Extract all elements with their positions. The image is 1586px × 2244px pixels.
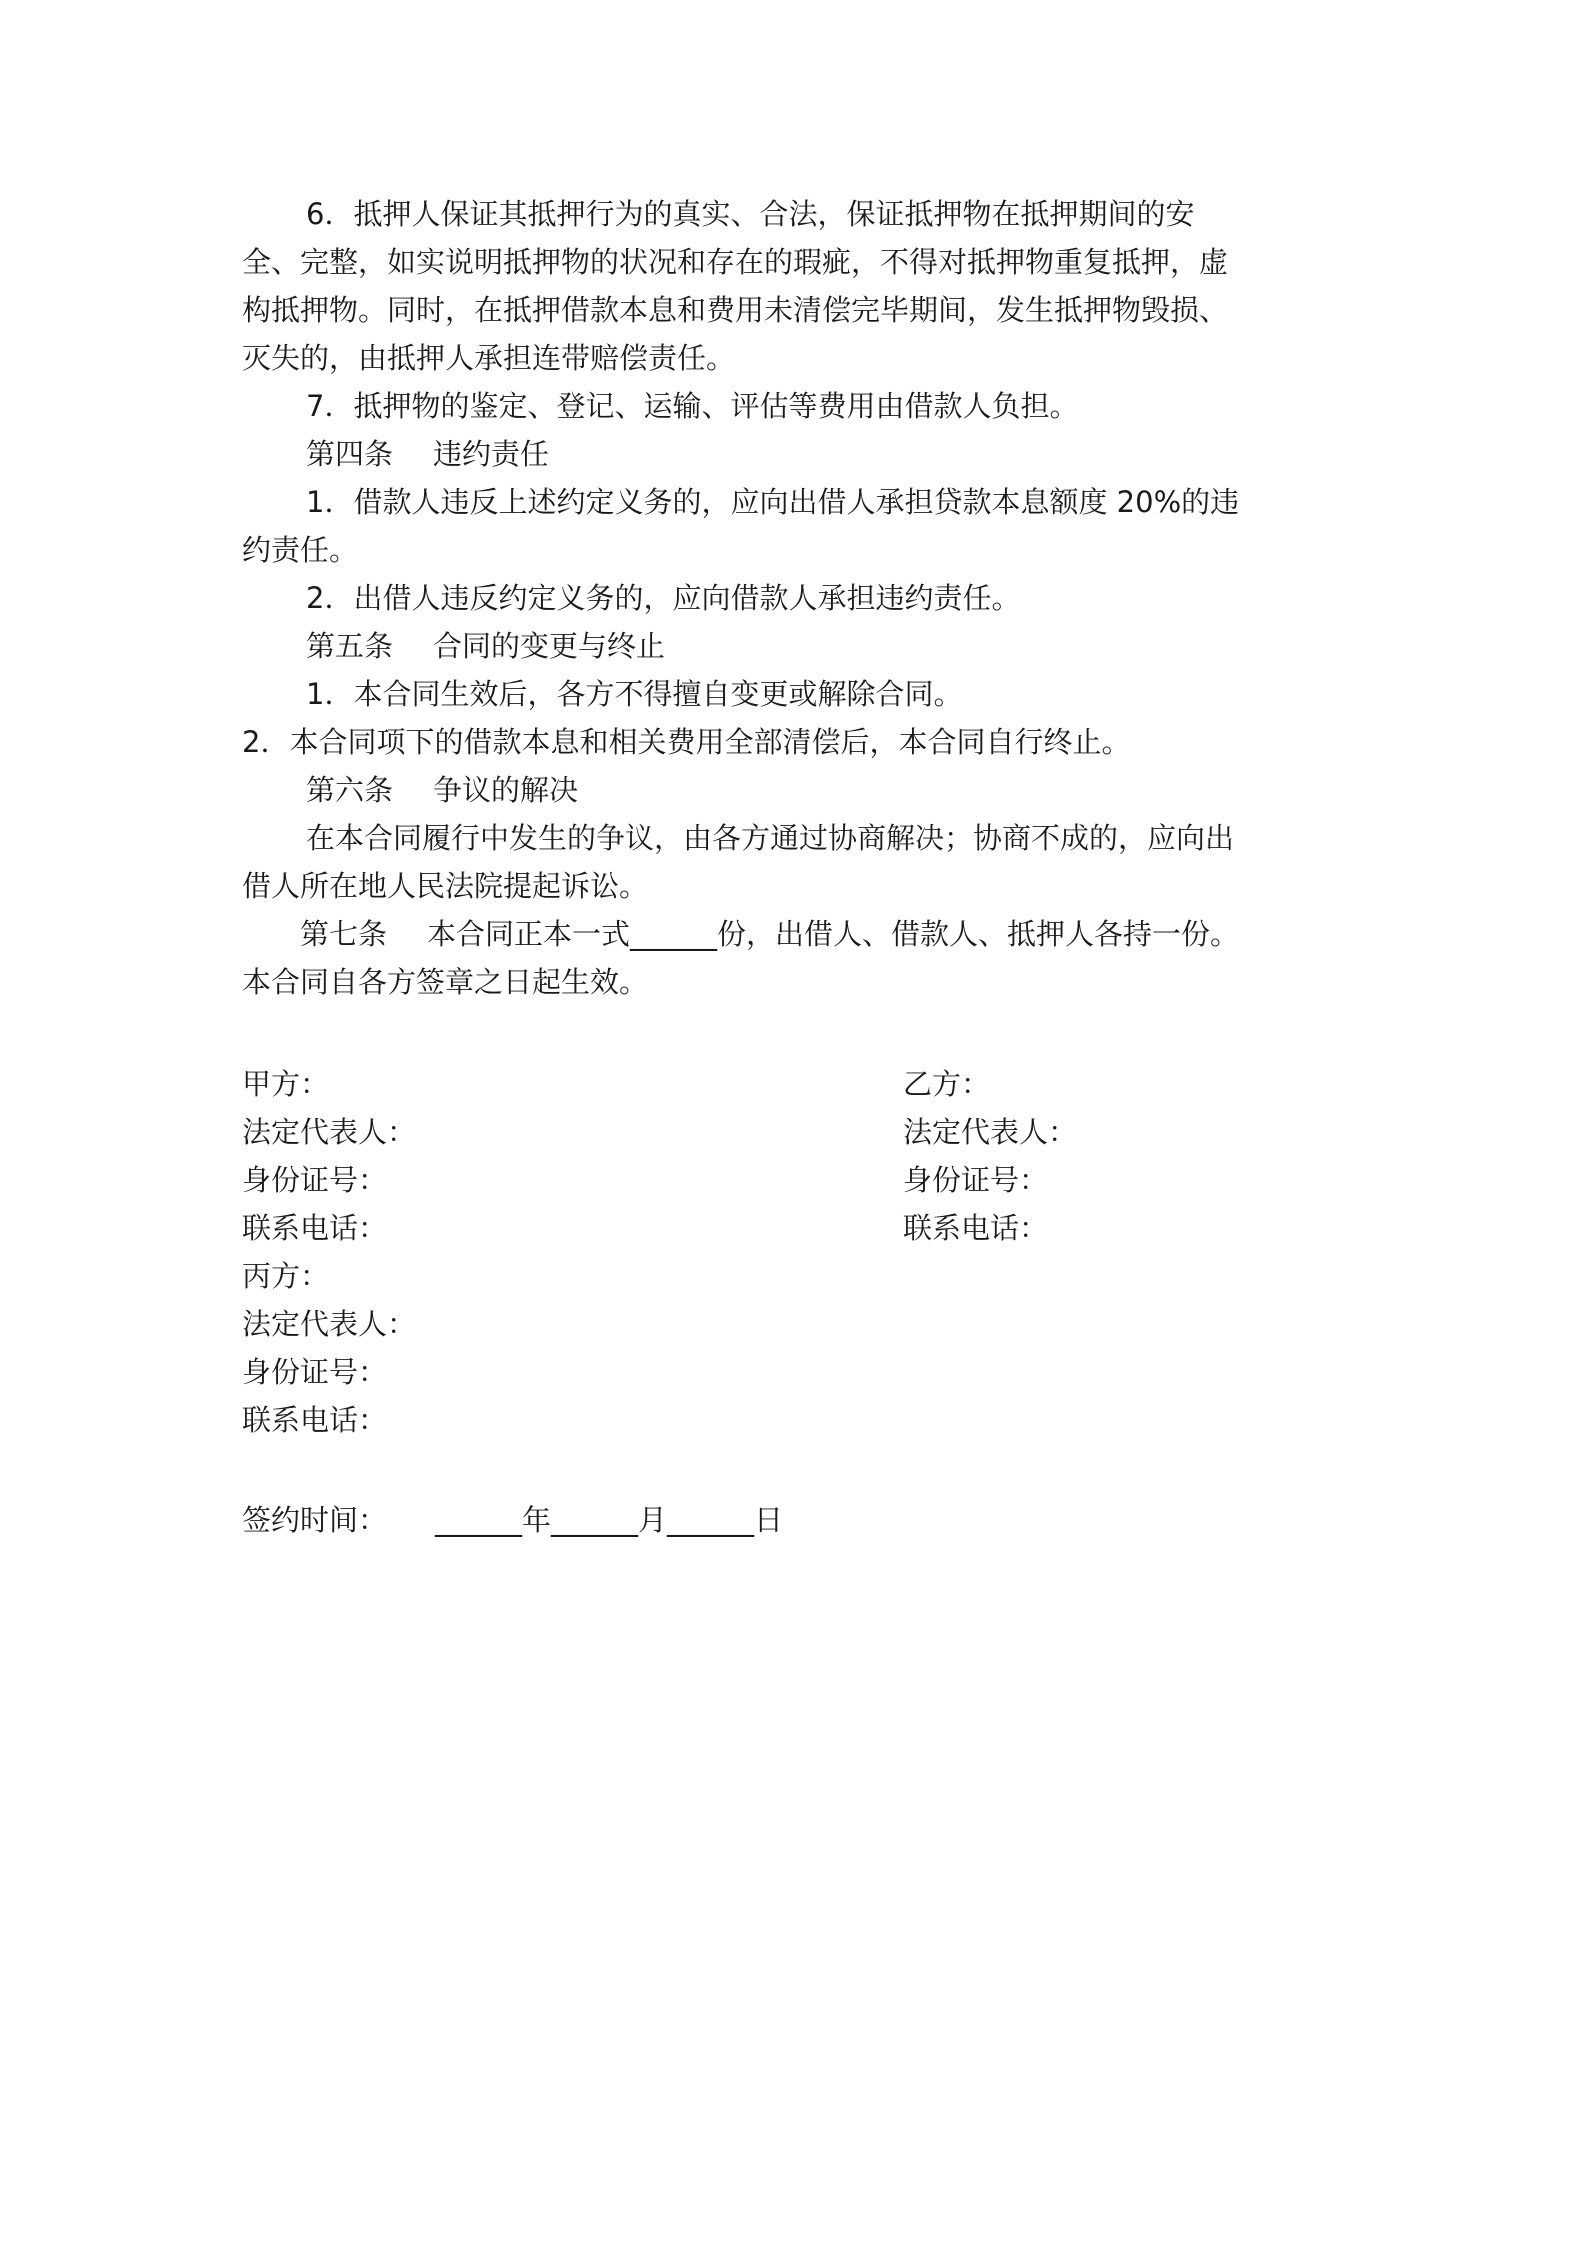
article-6-line-2: 借人所在地人民法院提起诉讼。 bbox=[242, 869, 649, 903]
party-b-rep: 法定代表人： bbox=[903, 1115, 1078, 1149]
article-4-title: 违约责任 bbox=[433, 437, 550, 471]
article-4-item-2: 2．出借人违反约定义务的，应向借款人承担违约责任。 bbox=[306, 581, 1021, 615]
clause-7: 7．抵押物的鉴定、登记、运输、评估等费用由借款人负担。 bbox=[306, 389, 1079, 423]
party-c-phone: 联系电话： bbox=[242, 1403, 388, 1437]
signing-time-date: ______年______月______日 bbox=[435, 1503, 784, 1537]
signature-block-left bbox=[242, 1060, 416, 1444]
article-6-heading bbox=[242, 766, 1342, 814]
clause-6-line-3: 构抵押物。同时，在抵押借款本息和费用未清偿完毕期间，发生抵押物毁损、 bbox=[242, 293, 1229, 327]
party-a-id: 身份证号： bbox=[242, 1163, 388, 1197]
article-5-item-2: 2．本合同项下的借款本息和相关费用全部清偿后，本合同自行终止。 bbox=[242, 725, 1131, 759]
article-7-text: 本合同正本一式______份，出借人、借款人、抵押人各持一份。 bbox=[427, 917, 1240, 951]
article-4-number: 第四条 bbox=[306, 437, 394, 471]
clause-6-line-1: 6．抵押人保证其抵押行为的真实、合法，保证抵押物在抵押期间的安 bbox=[306, 197, 1195, 231]
party-b-phone: 联系电话： bbox=[903, 1211, 1049, 1245]
party-b-id: 身份证号： bbox=[903, 1163, 1049, 1197]
party-b-label: 乙方： bbox=[903, 1067, 991, 1101]
article-7-line-2: 本合同自各方签章之日起生效。 bbox=[242, 965, 649, 999]
article-5-item-1: 1．本合同生效后，各方不得擅自变更或解除合同。 bbox=[306, 677, 963, 711]
article-5-heading bbox=[242, 622, 1342, 670]
article-5-title: 合同的变更与终止 bbox=[433, 629, 666, 663]
party-a-label: 甲方： bbox=[242, 1067, 330, 1101]
article-7-line-1 bbox=[242, 910, 1342, 958]
article-4-heading bbox=[242, 430, 1342, 478]
article-4-item-1-line-1: 1．借款人违反上述约定义务的，应向出借人承担贷款本息额度 20%的违 bbox=[306, 485, 1240, 519]
article-6-line-1: 在本合同履行中发生的争议，由各方通过协商解决；协商不成的，应向出 bbox=[306, 821, 1235, 855]
article-5-number: 第五条 bbox=[306, 629, 394, 663]
party-c-label: 丙方： bbox=[242, 1259, 330, 1293]
signing-time-label: 签约时间： bbox=[242, 1503, 388, 1537]
article-6-number: 第六条 bbox=[306, 773, 394, 807]
article-6-title: 争议的解决 bbox=[433, 773, 579, 807]
party-a-rep: 法定代表人： bbox=[242, 1115, 417, 1149]
party-c-rep: 法定代表人： bbox=[242, 1307, 417, 1341]
signing-time bbox=[242, 1496, 783, 1544]
contract-body bbox=[242, 190, 1342, 1006]
article-4-item-1-line-2: 约责任。 bbox=[242, 533, 359, 567]
party-c-id: 身份证号： bbox=[242, 1355, 388, 1389]
party-a-phone: 联系电话： bbox=[242, 1211, 388, 1245]
signature-block-right bbox=[903, 1060, 1077, 1252]
clause-6-line-2: 全、完整，如实说明抵押物的状况和存在的瑕疵，不得对抵押物重复抵押，虚 bbox=[242, 245, 1229, 279]
clause-6-line-4: 灭失的，由抵押人承担连带赔偿责任。 bbox=[242, 341, 736, 375]
article-7-number: 第七条 bbox=[300, 917, 388, 951]
